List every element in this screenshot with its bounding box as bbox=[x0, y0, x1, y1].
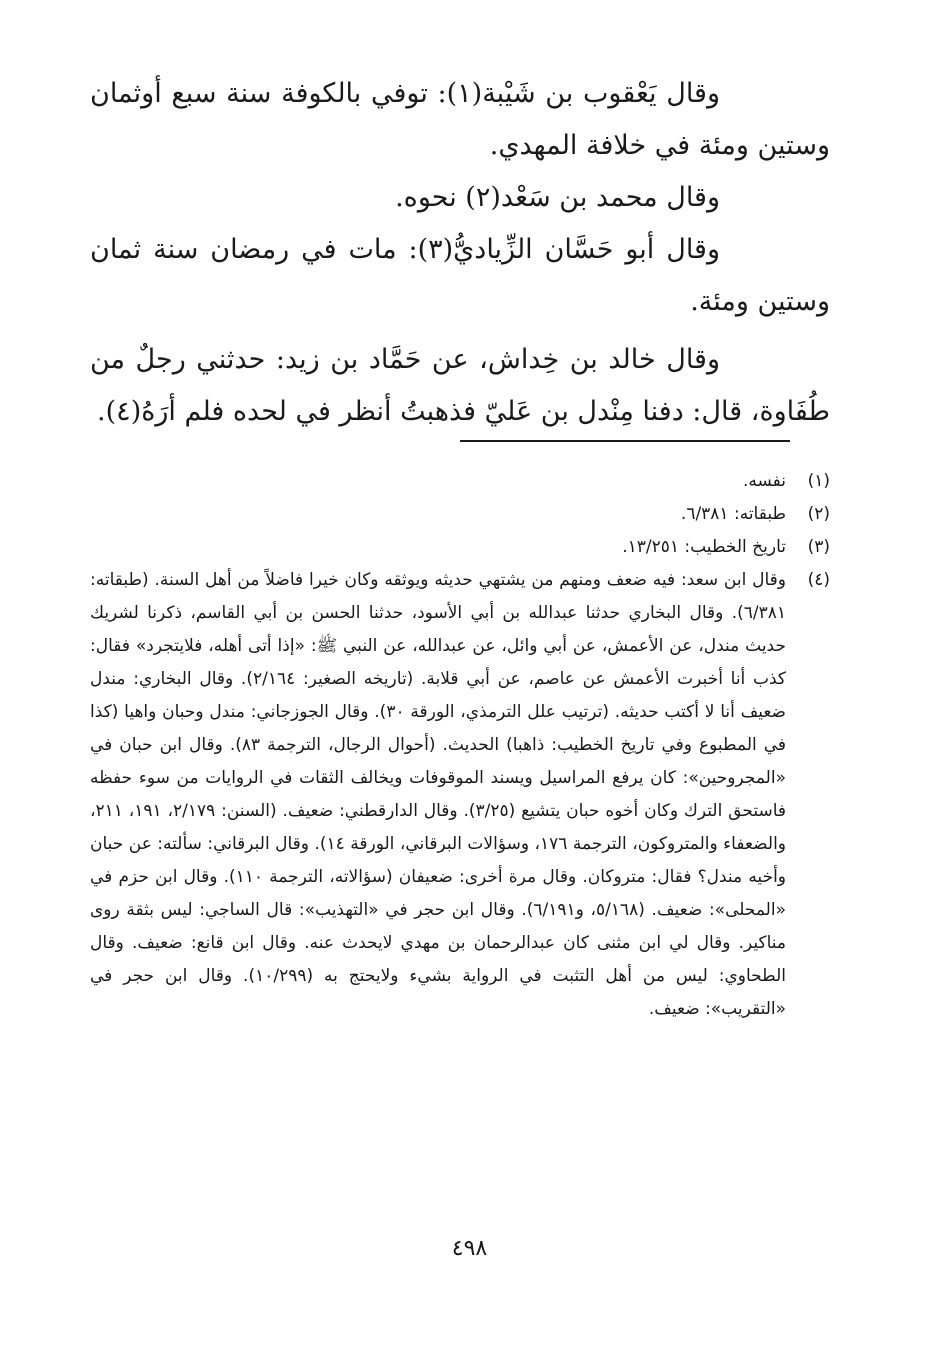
paragraph-ibn-sad: وقال محمد بن سَعْد(٢) نحوه. bbox=[395, 182, 720, 213]
footnote-4 bbox=[90, 564, 830, 1026]
footnote-text: نفسه. bbox=[742, 471, 786, 491]
page-number: ٤٩٨ bbox=[451, 1236, 488, 1261]
footnote-divider bbox=[460, 440, 790, 442]
footnote-number: (٢) bbox=[807, 504, 830, 524]
footnote-text: طبقاته: ٦/٣٨١. bbox=[680, 504, 786, 524]
footnotes bbox=[90, 465, 830, 1026]
footnote-text: وقال ابن سعد: فيه ضعف ومنهم من يشتهي حديثه ويوثقه وكان خيرا فاضلاً من أهل السنة. (طبقاته: ٦/٣٨١). وقال البخاري حدثنا عبدالله بن أبي الأسود، حدثنا الحسن بن أبي القاسم، ذكرنا لشريك حديث مندل، عن الأعمش، عن أبي وائل، عن عبدالله، عن النبي ﷺ: «إذا أتى أهله، فلايتجرد» فقال: كذب أنا أخبرت الأعمش عن عاصم، عن أبي قلابة. (تاريخه الصغير: ٢/١٦٤). وقال البخاري: مندل ضعيف أنا لا أكتب حديثه. (ترتيب علل الترمذي، الورقة ٣٠). وقال الجوزجاني: مندل وحبان واهيا (كذا في المطبوع وفي تاريخ الخطيب: ذاهبا) الحديث. (أحوال الرجال، الترجمة ٨٣). وقال ابن حبان في «المجروحين»: كان يرفع المراسيل ويسند الموقوفات ويخالف الثقات في الروايات من سوء حفظه فاستحق الترك وكان أخوه حبان يتشيع (٣/٢٥). وقال الدارقطني: ضعيف. (السنن: ٢/١٧٩، ١٩١، ٢١١، والضعفاء والمتروكون، الترجمة ١٧٦، وسؤالات البرقاني، الورقة ١٤). وقال البرقاني: سألته: عن حبان وأخيه مندل؟ فقال: متروكان. وقال مرة أخرى: ضعيفان (سؤالاته، الترجمة ١١٠). وقال ابن حزم في «المحلى»: ضعيف. (٥/١٦٨، و٦/١٩١). وقال ابن حجر في «التهذيب»: قال الساجي: ليس بثقة روى مناكير. وقال لي ابن مثنى كان عبدالرحمان بن مهدي لايحدث عنه. وقال ابن قانع: ضعيف. وقال الطحاوي: ليس من أهل التثبت في الرواية بشيء ولايحتج به (١٠/٢٩٩). وقال ابن حجر في «التقريب»: ضعيف. bbox=[90, 570, 787, 1019]
paragraph-yaqub: وقال يَعْقوب بن شَيْبة(١): توفي بالكوفة سنة سبع أوثمان وستين ومئة في خلافة المهدي. bbox=[90, 78, 830, 161]
paragraph-abu-hassan: وقال أبو حَسَّان الزِّياديُّ(٣): مات في رمضان سنة ثمان وستين ومئة. bbox=[90, 234, 830, 317]
paragraph-khalid: وقال خالد بن خِداش، عن حَمَّاد بن زيد: حدثني رجلٌ من طُفَاوة، قال: دفنا مِنْدل بن عَليّ فذهبتُ أنظر في لحده فلم أرَهُ(٤). bbox=[90, 344, 830, 427]
footnote-number: (١) bbox=[807, 471, 830, 491]
footnote-number: (٤) bbox=[807, 570, 830, 590]
footnote-2 bbox=[90, 498, 830, 531]
main-text bbox=[90, 68, 830, 438]
footnote-3 bbox=[90, 531, 830, 564]
footnote-text: تاريخ الخطيب: ١٣/٢٥١. bbox=[622, 537, 786, 557]
footnote-1 bbox=[90, 465, 830, 498]
footnote-number: (٣) bbox=[807, 537, 830, 557]
